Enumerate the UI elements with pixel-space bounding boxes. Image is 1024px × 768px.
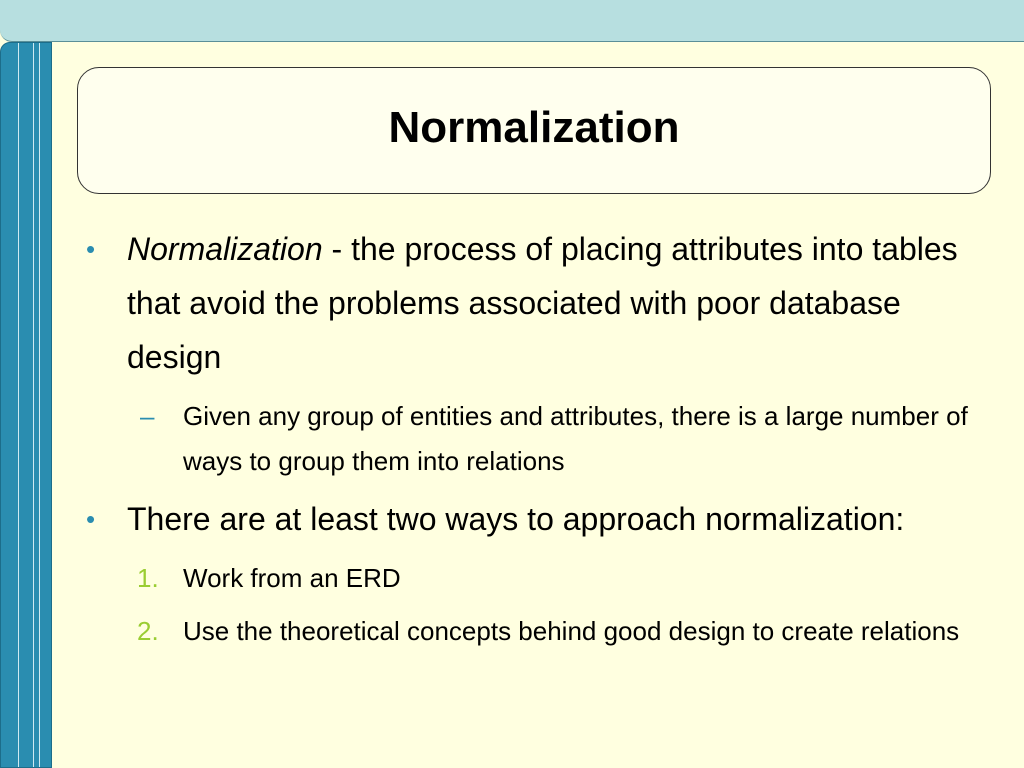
sub-bullet-item: [82, 394, 982, 484]
left-decorative-bar: [0, 42, 52, 768]
bar-stripe: [39, 43, 40, 767]
bullet-text: There are at least two ways to approach normalization:: [127, 501, 905, 537]
bullet-term: Normalization: [127, 231, 323, 267]
bar-stripe: [33, 43, 34, 767]
title-box: [77, 67, 991, 194]
bullet-item: [82, 222, 982, 384]
numbered-item-text: Use the theoretical concepts behind good design to create relations: [183, 616, 960, 646]
sub-bullet-text: Given any group of entities and attributes, there is a large number of ways to group them into relations: [183, 401, 968, 476]
bar-stripe: [18, 43, 19, 767]
number-marker: 1.: [137, 563, 159, 593]
bullet-dot-icon: •: [86, 234, 96, 264]
top-decorative-bar: [0, 0, 1024, 42]
numbered-item: [82, 556, 982, 601]
bullet-item: [82, 492, 982, 546]
number-marker: 2.: [137, 616, 159, 646]
slide-content: [82, 222, 982, 662]
dash-marker: –: [140, 401, 155, 431]
numbered-item: [82, 609, 982, 654]
bullet-text: - the process of placing attributes into tables that avoid the problems associated with poor database design: [127, 231, 958, 375]
bullet-dot-icon: •: [86, 504, 96, 534]
slide-title: Normalization: [388, 102, 680, 152]
numbered-item-text: Work from an ERD: [183, 563, 401, 593]
